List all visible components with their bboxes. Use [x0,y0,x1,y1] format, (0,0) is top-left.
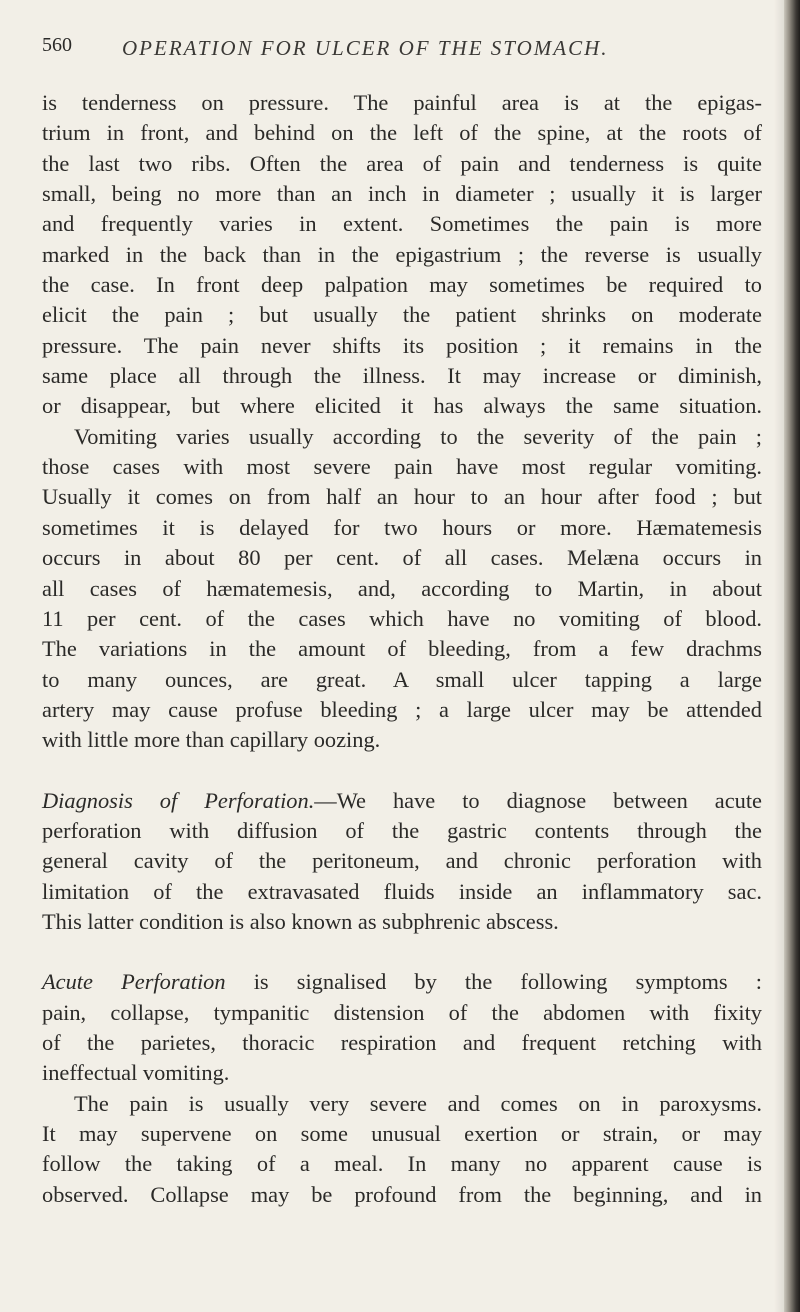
text-line: all cases of hæmatemesis, and, according to Martin, in about [42,575,762,601]
text-line: The pain is usually very severe and comes on in paroxysms. [74,1090,762,1116]
page-edge-shadow [774,0,784,1312]
text-line: This latter condition is also known as subphrenic abscess. [42,908,559,934]
text-line: 11 per cent. of the cases which have no vomiting of blood. [42,605,762,631]
text-line: small, being no more than an inch in diameter ; usually it is larger [42,181,762,207]
page-binding-edge [784,0,800,1312]
text-run: —We have to diagnose between acute [314,787,762,813]
text-line: pain, collapse, tympanitic distension of the abdomen with fixity [42,999,762,1025]
text-line: ineffectual vomiting. [42,1060,230,1086]
paragraph-diagnosis [42,786,762,938]
paragraph-acute-perforation [42,967,762,1088]
text-line: perforation with diffusion of the gastric contents through the [42,817,762,843]
text-line: trium in front, and behind on the left of the spine, at the roots of [42,120,762,146]
text-line: the last two ribs. Often the area of pain and tenderness is quite [42,150,762,176]
text-line: artery may cause profuse bleeding ; a large ulcer may be attended [42,696,762,722]
section-heading: Acute Perforation [42,969,226,995]
text-line: and frequently varies in extent. Sometimes the pain is more [42,211,762,237]
text-line: general cavity of the peritoneum, and chronic perforation with [42,848,762,874]
text-line: with little more than capillary oozing. [42,727,381,753]
text-line: pressure. The pain never shifts its position ; it remains in the [42,332,762,358]
paragraph-tenderness [42,88,762,422]
text-line: The variations in the amount of bleeding, from a few drachms [42,636,762,662]
running-head: OPERATION FOR ULCER OF THE STOMACH. [122,36,609,60]
page-number: 560 [42,34,72,56]
text-line: limitation of the extravasated fluids inside an inflammatory sac. [42,878,762,904]
text-line: Vomiting varies usually according to the severity of the pain ; [74,423,762,449]
text-line: Usually it comes on from half an hour to an hour after food ; but [42,484,762,510]
text-line: is tenderness on pressure. The painful area is at the epigas- [42,90,762,115]
section-heading: Diagnosis of Perforation. [42,787,315,813]
text-line: It may supervene on some unusual exertion or strain, or may [42,1121,762,1146]
text-line: occurs in about 80 per cent. of all cases. Melæna occurs in [42,545,762,571]
text-line: sometimes it is delayed for two hours or more. Hæmatemesis [42,514,762,540]
text-line: same place all through the illness. It may increase or diminish, [42,363,762,389]
text-line [42,967,762,997]
text-line: elicit the pain ; but usually the patient shrinks on moderate [42,302,762,328]
paragraph-gap [42,756,762,786]
text-line [42,786,762,816]
paragraph-pain [42,1089,762,1210]
text-line: marked in the back than in the epigastrium ; the reverse is usually [42,241,762,267]
text-line: follow the taking of a meal. In many no apparent cause is [42,1151,762,1177]
text-line: those cases with most severe pain have most regular vomiting. [42,454,762,480]
text-line: observed. Collapse may be profound from the beginning, and in [42,1181,762,1207]
paragraph-gap [42,937,762,967]
text-line: or disappear, but where elicited it has always the same situation. [42,393,762,419]
page-header [42,34,762,64]
text-run: is signalised by the following symptoms : [225,969,762,995]
text-line: of the parietes, thoracic respiration and frequent retching with [42,1029,762,1055]
body-text [42,88,762,1210]
paragraph-vomiting [42,422,762,756]
text-line: to many ounces, are great. A small ulcer tapping a large [42,666,762,692]
text-line: the case. In front deep palpation may sometimes be required to [42,272,762,298]
